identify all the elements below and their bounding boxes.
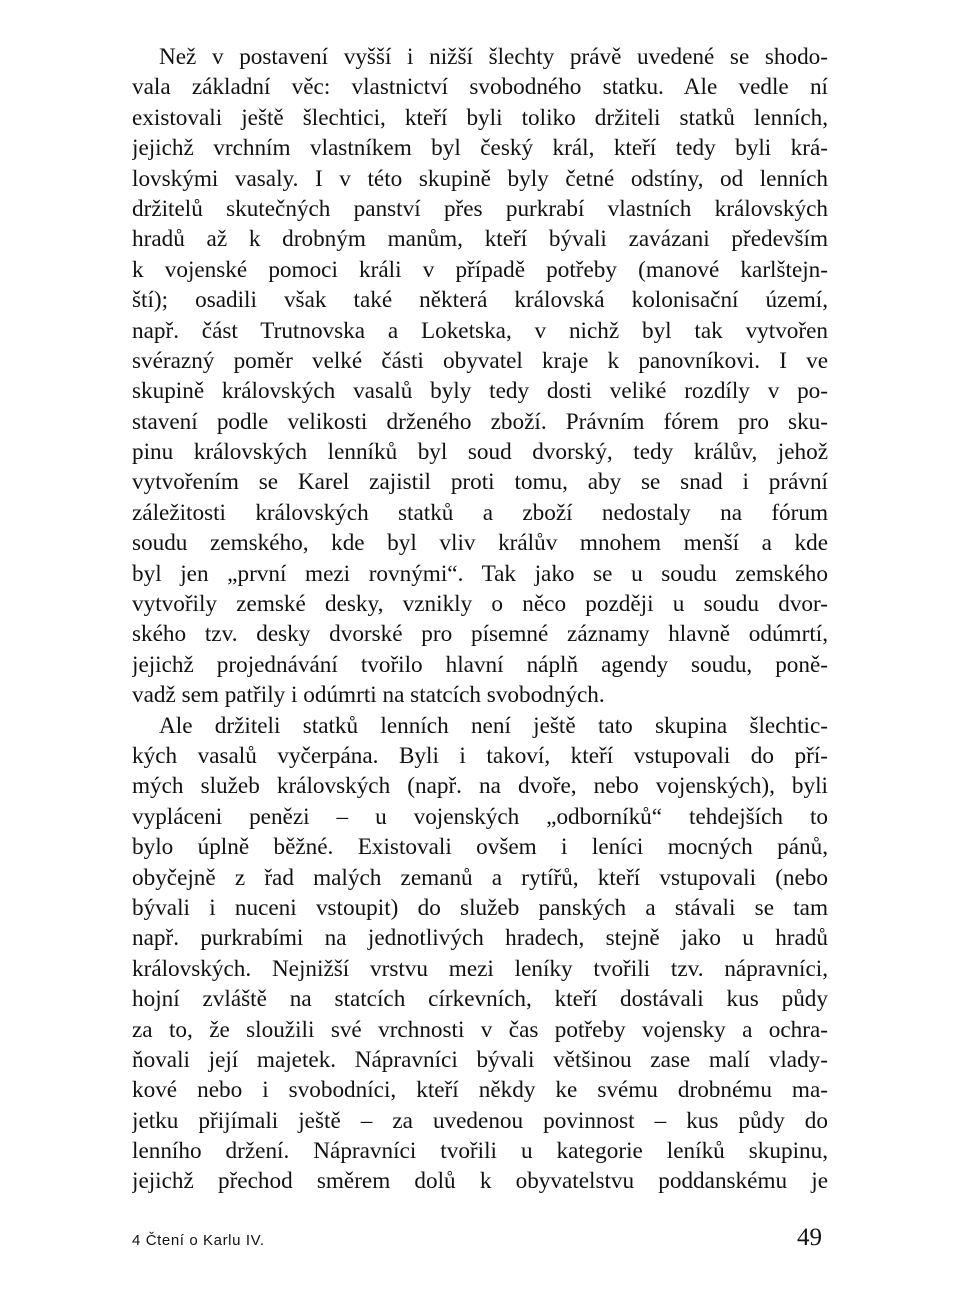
text-line: lenního držení. Nápravníci tvořili u kategorie leníků skupinu, [132, 1138, 828, 1165]
text-line: mých služeb královských (např. na dvoře, nebo vojenských), byli [132, 773, 828, 800]
page-number: 49 [797, 1224, 822, 1251]
text-line: byl jen „první mezi rovnými“. Tak jako se u soudu zemského [132, 560, 828, 587]
printer-signature: 4 Čtení o Karlu IV. [132, 1232, 265, 1249]
text-line: pinu královských lenníků byl soud dvorský, tedy králův, jehož [132, 439, 828, 466]
text-line: bylo úplně běžné. Existovali ovšem i leníci mocných pánů, [132, 834, 828, 861]
text-line: k vojenské pomoci králi v případě potřeby (manové karlštejn- [132, 256, 828, 283]
text-line: lovskými vasaly. I v této skupině byly četné odstíny, od lenních [132, 165, 828, 192]
text-line: bývali i nuceni vstoupit) do služeb panských a stávali se tam [132, 894, 828, 921]
page-footer [132, 1224, 828, 1260]
text-line: vala základní věc: vlastnictví svobodného statku. Ale vedle ní [132, 74, 828, 101]
paragraph-2 [132, 711, 828, 1197]
text-line: za to, že sloužili své vrchnosti v čas potřeby vojensky a ochra- [132, 1016, 828, 1043]
text-line: vytvořením se Karel zajistil proti tomu, aby se snad i právní [132, 469, 828, 496]
text-line: jejichž projednávání tvořilo hlavní náplň agendy soudu, poně- [132, 651, 828, 678]
text-line: stavení podle velikosti drženého zboží. Právním fórem pro sku- [132, 408, 828, 435]
text-line: vypláceni penězi – u vojenských „odborníků“ tehdejších to [132, 803, 828, 830]
text-line: Ale držiteli statků lenních není ještě tato skupina šlechtic- [159, 712, 828, 739]
text-line: jejichž vrchním vlastníkem byl český král, kteří tedy byli krá- [132, 135, 828, 162]
text-line: vadž sem patřily i odúmrti na statcích svobodných. [132, 682, 605, 709]
text-line: vytvořily zemské desky, vznikly o něco později u soudu dvor- [132, 591, 828, 618]
text-line: kové nebo i svobodníci, kteří někdy ke svému drobnému ma- [132, 1077, 828, 1104]
text-line: skupině královských vasalů byly tedy dosti veliké rozdíly v po- [132, 378, 828, 405]
text-line: královských. Nejnižší vrstvu mezi leníky tvořili tzv. nápravníci, [132, 955, 828, 982]
text-line: jetku přijímali ještě – za uvedenou povinnost – kus půdy do [132, 1107, 828, 1134]
text-line: záležitosti královských statků a zboží nedostaly na fórum [132, 499, 828, 526]
text-line: např. purkrabími na jednotlivých hradech, stejně jako u hradů [132, 925, 828, 952]
text-line: hojní zvláště na statcích církevních, kteří dostávali kus půdy [132, 986, 828, 1013]
text-line: držitelů skutečných panství přes purkrabí vlastních královských [132, 195, 828, 222]
text-line: kých vasalů vyčerpána. Byli i takoví, kteří vstupovali do pří- [132, 742, 828, 769]
page-body [132, 42, 828, 1197]
text-line: svérazný poměr velké části obyvatel kraje k panovníkovi. I ve [132, 347, 828, 374]
text-line: např. část Trutnovska a Loketska, v nichž byl tak vytvořen [132, 317, 828, 344]
text-line: Než v postavení vyšší i nižší šlechty právě uvedené se shodo- [159, 44, 828, 70]
text-line: soudu zemského, kde byl vliv králův mnohem menší a kde [132, 530, 828, 557]
text-line: hradů až k drobným manům, kteří bývali zavázani především [132, 226, 828, 253]
text-line: obyčejně z řad malých zemanů a rytířů, kteří vstupovali (nebo [132, 864, 828, 891]
text-line: jejichž přechod směrem dolů k obyvatelstvu poddanskému je [132, 1168, 828, 1195]
text-line: ňovali její majetek. Nápravníci bývali většinou zase malí vlady- [132, 1046, 828, 1073]
text-line: ští); osadili však také některá královská kolonisační území, [132, 287, 828, 314]
paragraph-1 [132, 42, 828, 711]
text-line: ského tzv. desky dvorské pro písemné záznamy hlavně odúmrtí, [132, 621, 828, 648]
text-line: existovali ještě šlechtici, kteří byli toliko držiteli statků lenních, [132, 104, 828, 131]
